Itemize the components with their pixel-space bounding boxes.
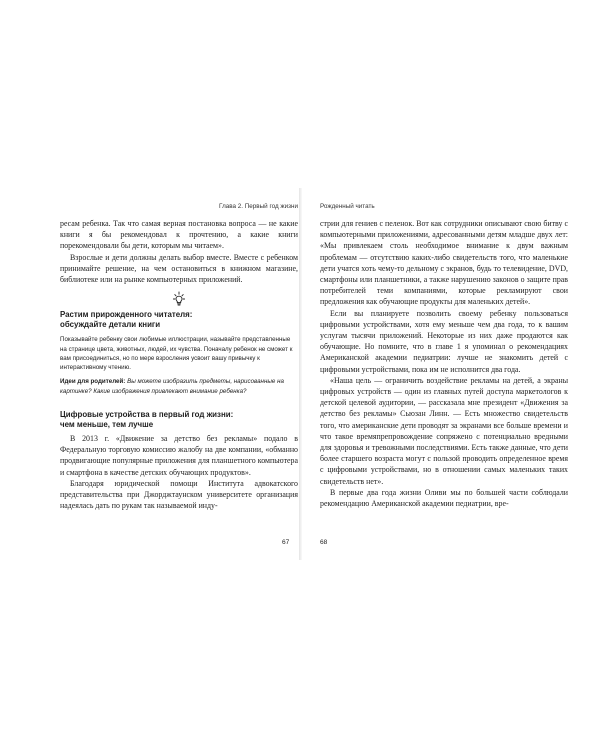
left-running-header: Глава 2. Первый год жизни <box>219 203 298 210</box>
paragraph: ресам ребенка. Так что самая верная постановка вопроса — не какие книги я бы рекомендовал к прочтению, а какие книги порекомендовали бы дети, которым мы читаем». <box>60 219 298 251</box>
lightbulb-icon <box>172 291 186 307</box>
left-page <box>60 218 298 511</box>
tip-heading-line1: Растим прирожденного читателя: <box>60 310 193 320</box>
page-number-right: 68 <box>320 539 328 546</box>
paragraph: В 2013 г. «Движение за детство без рекламы» подало в Федеральную торговую комиссию жалобу на две компании, «обманно продвигающие популярные приложения для планшетного компьютера и смартфона в качестве детских обучающих продуктов». <box>60 434 298 477</box>
paragraph: Благодаря юридической помощи Института адвокатского представительства при Джорджтаунском университете организация надеялась дать по рукам так называемой инду- <box>60 478 298 511</box>
paragraph: «Наша цель — ограничить воздействие рекламы на детей, а экраны цифровых устройств — один из главных путей доступа маркетологов к детской целевой аудитории, — рассказала мне президент «Движения за детство без рекламы» Сьюзан Линн. — Есть множество свидетельств того, что американские дети проводят за экранами все больше времени и что такое времяпрепровождение сопряжено с потенциально вредными для здоровья и тревожными последствиями. Есть также данные, что дети более старшего возраста могут с пользой проводить определенное время с цифровыми устройствами, но в отношении самых маленьких таких свидетельств нет». <box>320 375 568 486</box>
tip-heading-line2: обсуждайте детали книги <box>60 319 161 329</box>
tip-body: Показывайте ребенку свои любимые иллюстрации, называйте представленные на странице цвета, животных, людей, их чувства. Поначалу ребенок не сможет к вам присоединиться, но по мере взросления усвоит вашу привычку к интерактивному чтению. <box>60 336 293 372</box>
paragraph: стрии для гениев с пеленок. Вот как сотрудники описывают свою битву с компьютерными приложениями, адресованными детям младше двух лет: «Мы привлекаем столь необходимое внимание к двум важным проблемам — отсутствию каких-либо свидетельств того, что маленькие дети учатся хоть чему-то дельному с экранов, будь то телевидение, DVD, смартфоны или планшетники, а также нарушению законов о защите прав потребителей теми компаниями, которые рекламируют свои предложения как обучающие продукты для маленьких детей». <box>320 219 568 307</box>
tip-box <box>60 310 298 396</box>
parent-idea-label: Идеи для родителей: <box>60 378 126 386</box>
right-page <box>320 218 568 509</box>
section-heading-line2: чем меньше, тем лучше <box>60 419 154 429</box>
book-gutter <box>299 188 302 560</box>
page-number-left: 67 <box>282 539 290 546</box>
paragraph: Взрослые и дети должны делать выбор вместе. Вместе с ребенком принимайте решение, на чем остановиться в книжном магазине, библиотеке или на рынке компьютерных приложений. <box>60 252 298 285</box>
parent-idea <box>60 377 298 396</box>
paragraph: Если вы планируете позволить своему ребенку пользоваться цифровыми устройствами, хотя ему меньше чем два года, то к вашим услугам тысячи приложений. Некоторые из них даже продаются как обучающие. Но помните, что в главе 1 я упоминал о рекомендациях Американской академии педиатрии: лучше не знакомить детей с цифровыми устройствами, пока им не исполнится два года. <box>320 308 568 374</box>
section-heading-line1: Цифровые устройства в первый год жизни: <box>60 410 234 419</box>
parent-idea-text: Вы можете изобразить предметы, нарисованные на картинке? Какие изображения привлекают внимание ребенка? <box>60 378 284 395</box>
paragraph: В первые два года жизни Оливи мы по большей части соблюдали рекомендацию Американской академии педиатрии, вре- <box>320 487 568 509</box>
right-running-header: Рожденный читать <box>320 203 375 210</box>
